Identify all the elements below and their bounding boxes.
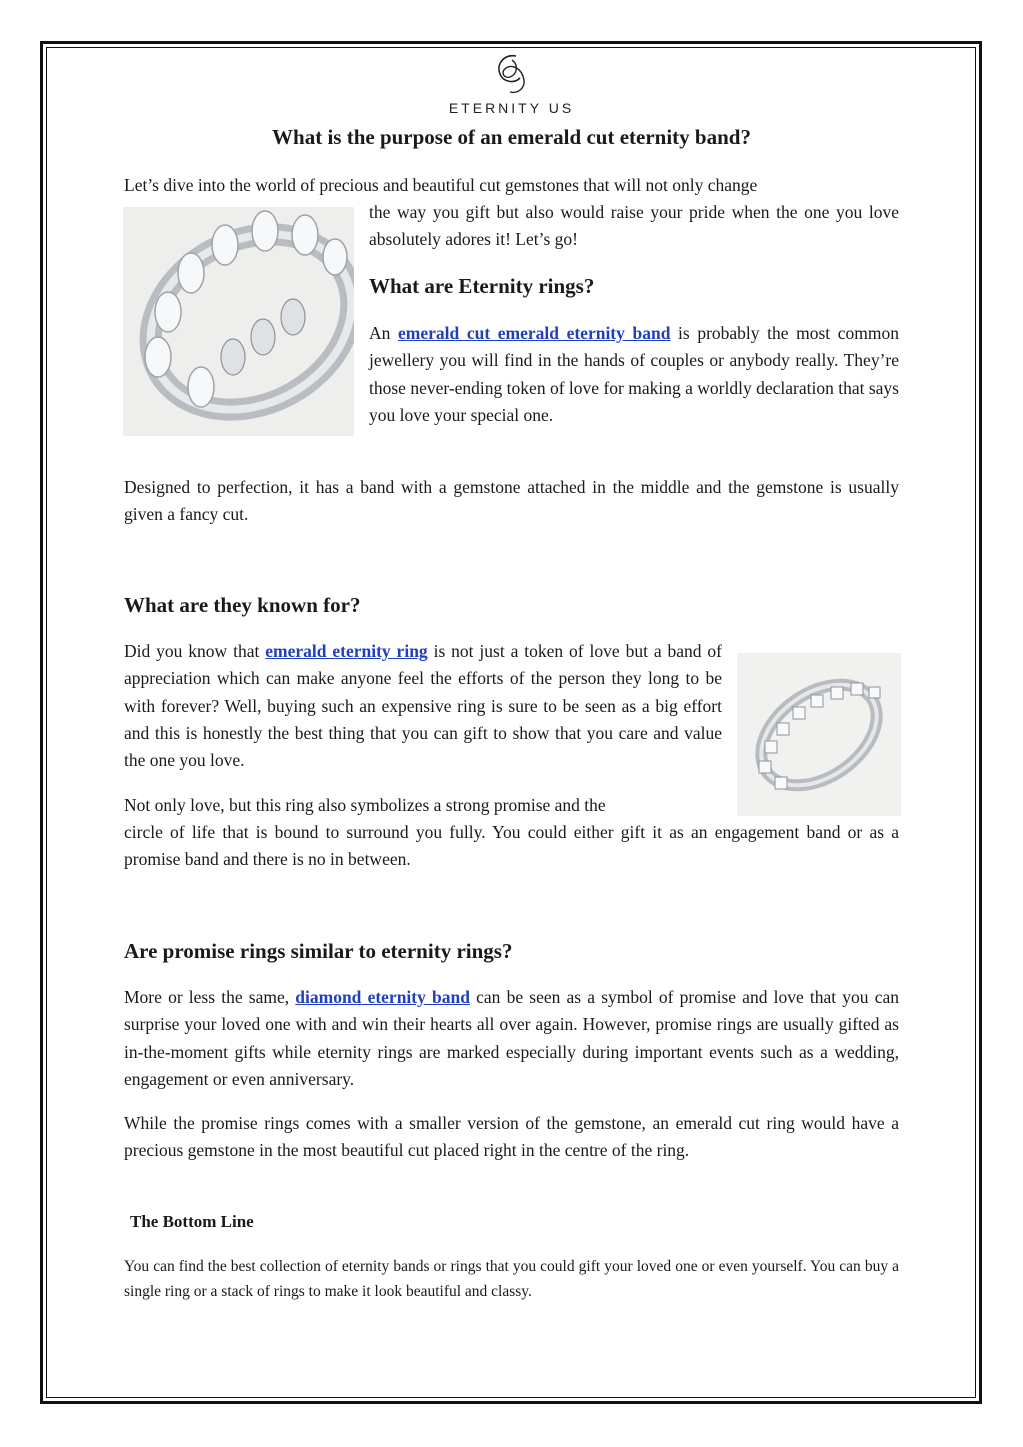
- text-run: Did you know that: [124, 641, 266, 661]
- text-run: can be seen as a symbol of promise and love that you can surprise your loved one with and win their hearts all over again. However, promise rings are usually gifted as in-the-moment gifts while eternity rings are marked especially during important events such as a wedding, engagement or even anniversary.: [124, 987, 900, 1089]
- promise-first-line: Not only love, but this ring also symbolizes a strong promise and the: [124, 795, 606, 815]
- intro-continuation: the way you gift but also would raise your pride when the one you love absolutely adores it! Let’s go!: [369, 202, 899, 250]
- design-paragraph: Designed to perfection, it has a band with a gemstone attached in the middle and the gemstone is usually given a fancy cut.: [124, 477, 899, 525]
- oval-eternity-band-image: [123, 207, 354, 436]
- emerald-cut-band-link[interactable]: emerald cut emerald eternity band: [398, 323, 671, 343]
- brand-logo: [0, 50, 1023, 116]
- bottom-line-heading: The Bottom Line: [130, 1212, 254, 1231]
- emerald-eternity-ring-link[interactable]: emerald eternity ring: [265, 641, 428, 661]
- logo-monogram-icon: [482, 50, 542, 98]
- diamond-eternity-band-link[interactable]: diamond eternity band: [295, 987, 470, 1007]
- bottom-line-paragraph: You can find the best collection of eternity bands or rings that you could gift your loved one or even yourself. You can buy a single ring or a stack of rings to make it look beautiful and classy.: [124, 1258, 899, 1300]
- brand-name: ETERNITY US: [448, 100, 575, 116]
- section-heading-promise-rings: Are promise rings similar to eternity rings?: [124, 939, 513, 963]
- page-title: What is the purpose of an emerald cut eternity band?: [272, 125, 751, 149]
- promise-continuation: circle of life that is bound to surround you fully. You could either gift it as an engagement band or as a promise band and there is no in between.: [124, 822, 899, 870]
- text-run: An: [369, 323, 398, 343]
- ring-image-2: [737, 653, 901, 816]
- promise-rings-paragraph: [124, 984, 899, 1093]
- gemstone-paragraph: While the promise rings comes with a smaller version of the gemstone, an emerald cut ring would have a precious gemstone in the most beautiful cut placed right in the centre of the ring.: [124, 1113, 899, 1161]
- text-run: is not just a token of love but a band of appreciation which can make anyone feel the efforts of the person they long to be with forever? Well, buying such an expensive ring is sure to be seen as a big effort and this is honestly the best thing that you can gift to show that you care and value the one you love.: [124, 641, 722, 771]
- ring-image-1: [123, 207, 354, 436]
- intro-first-line: Let’s dive into the world of precious and beautiful cut gemstones that will not only change: [124, 175, 758, 195]
- section-heading-known-for: What are they known for?: [124, 593, 361, 617]
- known-for-paragraph: [124, 638, 722, 774]
- text-run: More or less the same,: [124, 987, 296, 1007]
- square-eternity-band-image: [737, 653, 901, 816]
- eternity-rings-paragraph: [369, 320, 899, 429]
- text-run: is probably the most common jewellery you will find in the hands of couples or anybody really. They’re those never-ending token of love for making a worldly declaration that says you love your special one.: [369, 323, 900, 425]
- section-heading-eternity-rings: What are Eternity rings?: [369, 274, 595, 298]
